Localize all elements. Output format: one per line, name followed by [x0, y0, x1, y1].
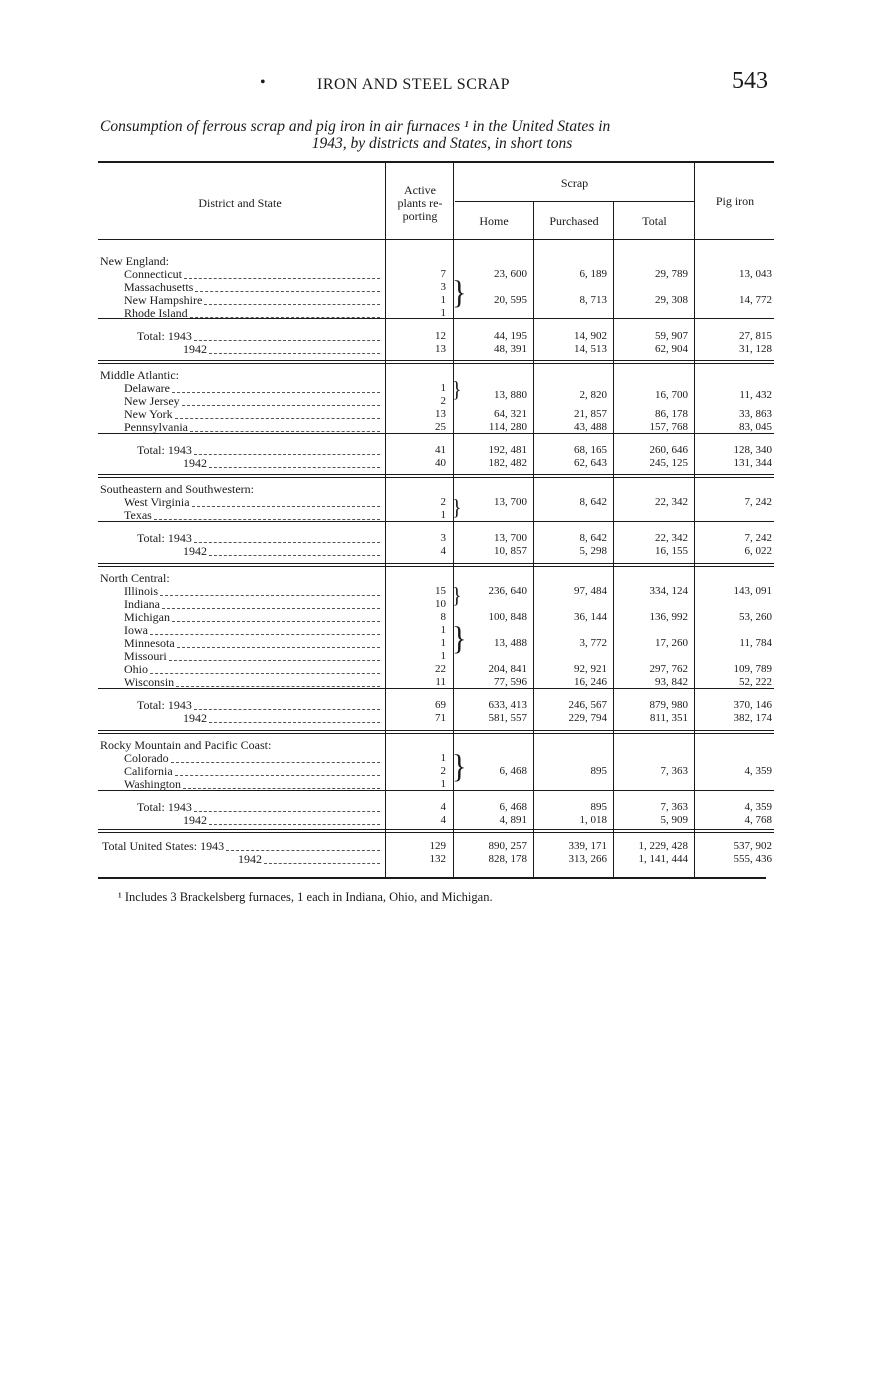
cell-total: 59, 907 [655, 330, 688, 342]
cell-purchased: 313, 266 [568, 853, 607, 865]
brace-mark: } [452, 274, 467, 311]
cell-total: 136, 992 [649, 611, 688, 623]
header-scrap: Scrap [560, 176, 589, 190]
dot-leader [176, 686, 380, 687]
cell-plants: 41 [435, 444, 446, 456]
cell-purchased: 6, 189 [579, 268, 607, 280]
dot-leader [209, 353, 380, 354]
row-label: Indiana [124, 597, 160, 611]
cell-total: 22, 342 [655, 532, 688, 544]
row-label: Total: 1943 [137, 329, 192, 343]
row-label: 1942 [183, 711, 207, 725]
cell-purchased: 2, 820 [579, 388, 607, 401]
cell-total: 22, 342 [655, 496, 688, 508]
row-label: Massachusetts [124, 280, 194, 294]
row-label: Total: 1943 [137, 800, 192, 814]
scrap-span-rule [455, 201, 694, 202]
group-separator-rule [98, 730, 774, 731]
cell-purchased: 5, 298 [579, 545, 607, 557]
cell-home: 44, 195 [494, 330, 527, 342]
cell-pig: 53, 260 [739, 611, 772, 623]
cell-plants: 2 [440, 765, 446, 777]
dot-leader [154, 519, 380, 520]
row-label: Iowa [124, 623, 148, 637]
dot-leader [195, 291, 380, 292]
dot-leader [209, 467, 380, 468]
cell-total: 62, 904 [655, 343, 688, 355]
dot-leader [150, 673, 380, 674]
cell-plants: 3 [440, 532, 446, 544]
header-pig-iron: Pig iron [715, 194, 755, 208]
cell-total: 29, 789 [655, 268, 688, 280]
row-label: Delaware [124, 381, 170, 395]
cell-plants: 1 [440, 307, 446, 319]
cell-home: 6, 468 [499, 765, 527, 777]
dot-leader [175, 418, 380, 419]
row-label: 1942 [183, 544, 207, 558]
cell-total: 16, 155 [655, 545, 688, 557]
cell-total: 86, 178 [655, 408, 688, 420]
group-separator-rule [98, 566, 774, 567]
cell-purchased: 21, 857 [574, 408, 607, 420]
table-caption-line-1: Consumption of ferrous scrap and pig iron in air furnaces ¹ in the United States in [100, 118, 611, 135]
row-label: 1942 [183, 342, 207, 356]
cell-plants: 4 [440, 814, 446, 826]
cell-plants: 129 [429, 840, 446, 852]
row-label: Total: 1943 [137, 698, 192, 712]
cell-total: 7, 363 [660, 801, 688, 813]
cell-home: 581, 557 [488, 712, 527, 724]
cell-purchased: 8, 713 [579, 294, 607, 306]
group-separator-rule [98, 363, 774, 364]
dot-leader [194, 454, 380, 455]
dot-leader [194, 340, 380, 341]
row-label: Michigan [124, 610, 170, 624]
group-separator-rule [98, 733, 774, 734]
cell-plants: 13 [435, 343, 446, 355]
cell-total: 1, 141, 444 [638, 853, 688, 865]
cell-plants: 4 [440, 801, 446, 813]
cell-plants: 3 [440, 281, 446, 293]
dot-leader [177, 647, 380, 648]
brace-mark: } [452, 495, 462, 521]
cell-purchased: 16, 246 [574, 676, 607, 688]
cell-purchased: 97, 484 [574, 585, 607, 597]
page-number: 543 [732, 68, 768, 94]
row-label: New Jersey [124, 394, 180, 408]
cell-plants: 71 [435, 712, 446, 724]
cell-pig: 31, 128 [739, 343, 772, 355]
cell-home: 204, 841 [488, 663, 527, 675]
cell-plants: 1 [440, 650, 446, 662]
header-home: Home [479, 214, 509, 228]
cell-pig: 537, 902 [733, 840, 772, 852]
dot-leader [183, 788, 380, 789]
cell-plants: 2 [440, 395, 446, 407]
cell-plants: 132 [429, 853, 446, 865]
cell-purchased: 8, 642 [579, 496, 607, 508]
cell-total: 93, 842 [655, 676, 688, 688]
cell-total: 245, 125 [649, 457, 688, 469]
cell-plants: 8 [440, 611, 446, 623]
district-heading: Middle Atlantic: [100, 368, 179, 382]
row-label: Connecticut [124, 267, 182, 281]
dot-leader [160, 595, 380, 596]
cell-purchased: 92, 921 [574, 663, 607, 675]
cell-plants: 15 [435, 585, 446, 597]
cell-pig: 382, 174 [733, 712, 772, 724]
district-heading: Southeastern and Southwestern: [100, 482, 254, 496]
dot-leader [182, 405, 380, 406]
cell-purchased: 14, 513 [574, 343, 607, 355]
dot-leader [172, 621, 380, 622]
cell-purchased: 3, 772 [579, 637, 607, 649]
cell-total: 297, 762 [649, 663, 688, 675]
cell-home: 13, 880 [494, 388, 527, 401]
cell-pig: 131, 344 [733, 457, 772, 469]
cell-pig: 7, 242 [744, 496, 772, 508]
district-heading: New England: [100, 254, 169, 268]
cell-plants: 4 [440, 545, 446, 557]
dot-leader [190, 317, 380, 318]
cell-home: 13, 700 [494, 496, 527, 508]
row-label: Wisconsin [124, 675, 175, 689]
dot-leader [162, 608, 380, 609]
group-separator-rule [98, 360, 774, 361]
dot-leader [175, 775, 380, 776]
cell-total: 334, 124 [649, 585, 688, 597]
dot-leader [194, 542, 380, 543]
cell-total: 811, 351 [649, 712, 688, 724]
cell-total: 157, 768 [649, 421, 688, 433]
row-label: Ohio [124, 662, 148, 676]
header-total: Total [642, 214, 667, 228]
cell-plants: 1 [440, 509, 446, 521]
dot-leader [172, 392, 380, 393]
cell-purchased: 62, 643 [574, 457, 607, 469]
cell-total: 879, 980 [649, 699, 688, 711]
bullet-mark: • [260, 74, 266, 91]
cell-plants: 1 [440, 637, 446, 649]
cell-home: 13, 488 [494, 637, 527, 649]
row-label: Colorado [124, 751, 169, 765]
cell-plants: 11 [435, 676, 446, 688]
dot-leader [209, 722, 380, 723]
cell-home: 6, 468 [499, 801, 527, 813]
row-label: Rhode Island [124, 306, 188, 320]
cell-home: 20, 595 [494, 294, 527, 306]
cell-total: 5, 909 [660, 814, 688, 826]
row-label: Illinois [124, 584, 159, 598]
cell-purchased: 339, 171 [568, 840, 607, 852]
cell-home: 64, 321 [494, 408, 527, 420]
table-top-rule [98, 161, 774, 163]
row-label: Total: 1943 [137, 531, 192, 545]
cell-plants: 1 [440, 294, 446, 306]
header-plants: Active plants re- porting [397, 183, 443, 223]
cell-home: 192, 481 [488, 444, 527, 456]
cell-home: 633, 413 [488, 699, 527, 711]
district-heading: North Central: [100, 571, 170, 585]
cell-pig: 4, 768 [744, 814, 772, 826]
cell-pig: 370, 146 [733, 699, 772, 711]
cell-purchased: 246, 567 [568, 699, 607, 711]
dot-leader [194, 811, 380, 812]
group-separator-rule [98, 832, 774, 833]
brace-mark: } [452, 748, 467, 785]
cell-home: 77, 596 [494, 676, 527, 688]
cell-home: 114, 280 [488, 421, 527, 433]
cell-total: 16, 700 [655, 388, 688, 401]
cell-pig: 128, 340 [733, 444, 772, 456]
cell-pig: 7, 242 [744, 532, 772, 544]
row-label: West Virginia [124, 495, 190, 509]
cell-home: 182, 482 [488, 457, 527, 469]
cell-pig: 13, 043 [739, 268, 772, 280]
cell-purchased: 14, 902 [574, 330, 607, 342]
cell-purchased: 68, 165 [574, 444, 607, 456]
cell-pig: 11, 784 [739, 637, 772, 649]
cell-home: 10, 857 [494, 545, 527, 557]
group-separator-rule [98, 829, 774, 830]
cell-home: 100, 848 [488, 611, 527, 623]
cell-home: 4, 891 [499, 814, 527, 826]
row-label: California [124, 764, 173, 778]
row-label: Pennsylvania [124, 420, 188, 434]
cell-plants: 69 [435, 699, 446, 711]
row-label: Total United States: 1943 [102, 839, 225, 853]
cell-plants: 7 [440, 268, 446, 280]
table-caption-line-2: 1943, by districts and States, in short tons [311, 135, 573, 152]
cell-pig: 33, 863 [739, 408, 772, 420]
cell-pig: 6, 022 [744, 545, 772, 557]
cell-pig: 27, 815 [739, 330, 772, 342]
cell-plants: 1 [440, 624, 446, 636]
row-label: 1942 [238, 852, 262, 866]
dot-leader [190, 431, 380, 432]
cell-plants: 40 [435, 457, 446, 469]
row-label: Texas [124, 508, 152, 522]
cell-home: 828, 178 [488, 853, 527, 865]
cell-pig: 52, 222 [739, 676, 772, 688]
cell-purchased: 8, 642 [579, 532, 607, 544]
cell-total: 1, 229, 428 [638, 840, 688, 852]
cell-purchased: 229, 794 [568, 712, 607, 724]
dot-leader [204, 304, 380, 305]
row-label: Total: 1943 [137, 443, 192, 457]
cell-plants: 13 [435, 408, 446, 420]
cell-pig: 555, 436 [733, 853, 772, 865]
brace-mark: } [452, 620, 467, 657]
cell-pig: 143, 091 [733, 585, 772, 597]
cell-purchased: 43, 488 [574, 421, 607, 433]
row-label: 1942 [183, 813, 207, 827]
row-label: New Hampshire [124, 293, 203, 307]
footnote: ¹ Includes 3 Brackelsberg furnaces, 1 each in Indiana, Ohio, and Michigan. [118, 890, 493, 904]
cell-purchased: 895 [590, 801, 607, 813]
cell-total: 7, 363 [660, 765, 688, 777]
cell-total: 17, 260 [655, 637, 688, 649]
dot-leader [171, 762, 380, 763]
row-label: Missouri [124, 649, 167, 663]
cell-pig: 4, 359 [744, 765, 772, 777]
district-heading: Rocky Mountain and Pacific Coast: [100, 738, 272, 752]
cell-home: 890, 257 [488, 840, 527, 852]
cell-home: 236, 640 [488, 585, 527, 597]
cell-plants: 1 [440, 778, 446, 790]
brace-mark: } [452, 377, 462, 403]
cell-pig: 83, 045 [739, 421, 772, 433]
cell-plants: 10 [435, 598, 446, 610]
cell-pig: 11, 432 [739, 388, 772, 401]
dot-leader [150, 634, 380, 635]
table-bottom-rule [98, 877, 766, 879]
cell-plants: 1 [440, 752, 446, 764]
cell-home: 48, 391 [494, 343, 527, 355]
group-separator-rule [98, 474, 774, 475]
group-separator-rule [98, 477, 774, 478]
header-district: District and State [198, 196, 282, 210]
cell-total: 260, 646 [649, 444, 688, 456]
cell-plants: 25 [435, 421, 446, 433]
cell-purchased: 1, 018 [579, 814, 607, 826]
cell-plants: 2 [440, 496, 446, 508]
cell-plants: 1 [440, 382, 446, 394]
dot-leader [184, 278, 380, 279]
header-purchased: Purchased [549, 214, 599, 228]
cell-home: 13, 700 [494, 532, 527, 544]
dot-leader [194, 709, 380, 710]
running-head: IRON AND STEEL SCRAP [317, 76, 510, 93]
row-label: New York [124, 407, 173, 421]
dot-leader [209, 555, 380, 556]
cell-pig: 4, 359 [744, 801, 772, 813]
group-separator-rule [98, 563, 774, 564]
dot-leader [209, 824, 380, 825]
header-bottom-rule [98, 239, 774, 240]
brace-mark: } [452, 583, 462, 609]
cell-total: 29, 308 [655, 294, 688, 306]
row-label: Washington [124, 777, 182, 791]
cell-purchased: 895 [590, 765, 607, 777]
dot-leader [169, 660, 380, 661]
row-label: 1942 [183, 456, 207, 470]
cell-plants: 22 [435, 663, 446, 675]
row-label: Minnesota [124, 636, 175, 650]
cell-purchased: 36, 144 [574, 611, 607, 623]
cell-plants: 12 [435, 330, 446, 342]
cell-pig: 109, 789 [733, 663, 772, 675]
cell-pig: 14, 772 [739, 294, 772, 306]
dot-leader [192, 506, 380, 507]
cell-home: 23, 600 [494, 268, 527, 280]
